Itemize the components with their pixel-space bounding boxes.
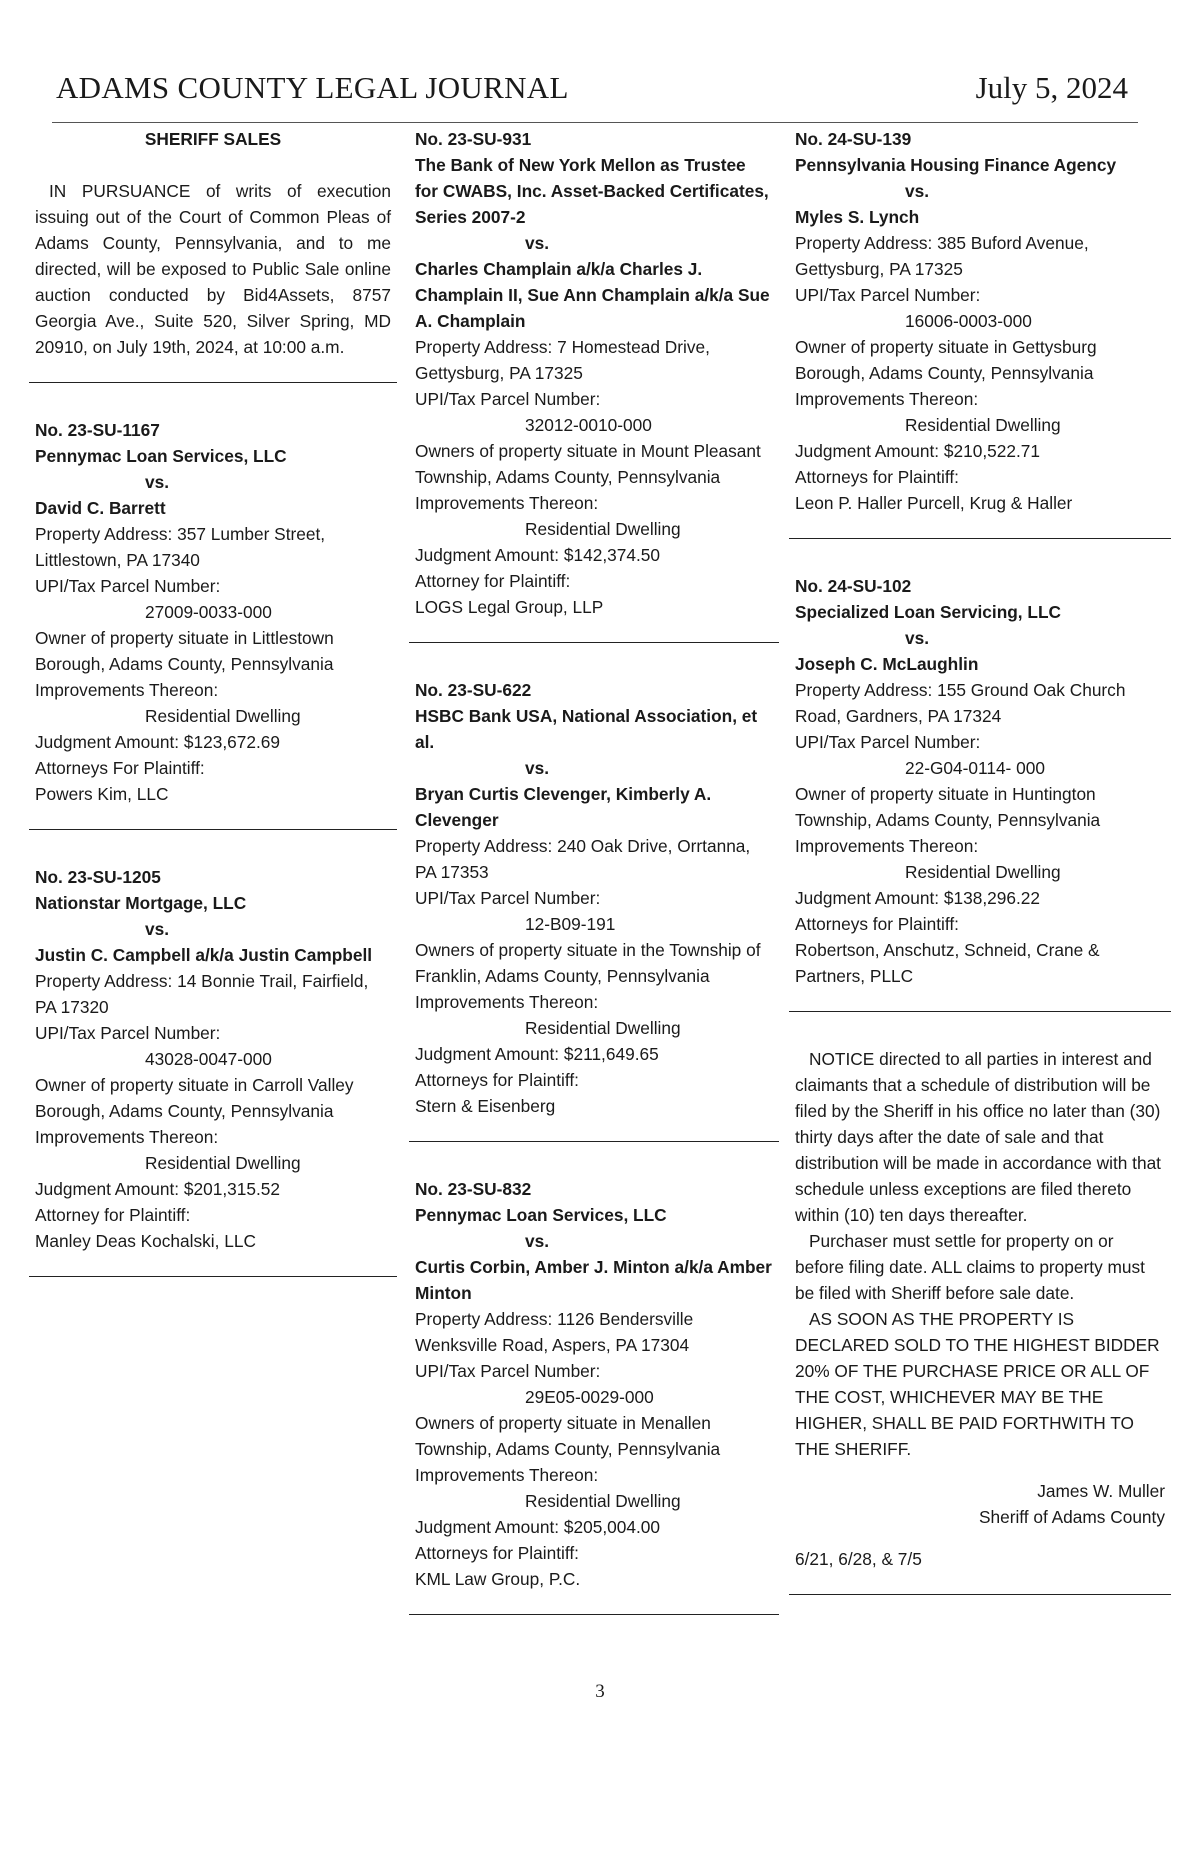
plaintiff: Pennymac Loan Services, LLC	[35, 446, 287, 466]
owner-text: Owner of property situate in Gettysburg Borough, Adams County, Pennsylvania	[795, 337, 1097, 383]
divider	[409, 642, 779, 643]
attorney-name: Robertson, Anschutz, Schneid, Crane & Partners, PLLC	[795, 940, 1100, 986]
improvements-value: Residential Dwelling	[145, 1153, 301, 1173]
divider	[409, 1141, 779, 1142]
property-address: Property Address: 240 Oak Drive, Orrtanna, PA 17353	[415, 836, 751, 882]
case-entry	[35, 864, 391, 1254]
notice-block	[795, 1046, 1165, 1572]
defendant: Charles Champlain a/k/a Charles J. Champlain II, Sue Ann Champlain a/k/a Sue A. Champlain	[415, 259, 770, 331]
attorney-label: Attorneys For Plaintiff:	[35, 758, 205, 778]
improvements-label: Improvements Thereon:	[415, 992, 599, 1012]
versus: vs.	[145, 919, 170, 939]
divider	[789, 1594, 1171, 1595]
signer-title: Sheriff of Adams County	[978, 1507, 1165, 1527]
owner-text: Owner of property situate in Huntington Township, Adams County, Pennsylvania	[795, 784, 1101, 830]
notice-paragraph: AS SOON AS THE PROPERTY IS DECLARED SOLD TO THE HIGHEST BIDDER 20% OF THE PURCHASE PRICE OR ALL OF THE COST, WHICHEVER MAY BE THE HIGHER, SHALL BE PAID FORTHWITH TO THE SHERIFF.	[795, 1309, 1160, 1459]
issue-date: July 5, 2024	[975, 70, 1128, 105]
improvements-value: Residential Dwelling	[145, 706, 301, 726]
improvements-value: Residential Dwelling	[905, 415, 1061, 435]
case-entry	[35, 417, 391, 807]
improvements-label: Improvements Thereon:	[415, 493, 599, 513]
owner-text: Owners of property situate in Menallen Township, Adams County, Pennsylvania	[415, 1413, 721, 1459]
case-number: No. 23-SU-1167	[35, 420, 160, 440]
sheriff-sales-intro	[35, 126, 391, 360]
parcel-label: UPI/Tax Parcel Number:	[35, 1023, 221, 1043]
attorney-name: KML Law Group, P.C.	[415, 1569, 581, 1589]
attorney-name: Manley Deas Kochalski, LLC	[35, 1231, 256, 1251]
defendant: Bryan Curtis Clevenger, Kimberly A. Clevenger	[415, 784, 712, 830]
attorney-name: LOGS Legal Group, LLP	[415, 597, 604, 617]
improvements-label: Improvements Thereon:	[795, 389, 979, 409]
plaintiff: Pennsylvania Housing Finance Agency	[795, 155, 1117, 175]
case-number: No. 24-SU-102	[795, 576, 912, 596]
case-number: No. 23-SU-832	[415, 1179, 532, 1199]
attorney-label: Attorney for Plaintiff:	[35, 1205, 191, 1225]
improvements-value: Residential Dwelling	[525, 1018, 681, 1038]
case-number: No. 24-SU-139	[795, 129, 912, 149]
plaintiff: The Bank of New York Mellon as Trustee for CWABS, Inc. Asset-Backed Certificates, Series 2007-2	[415, 155, 769, 227]
plaintiff: Specialized Loan Servicing, LLC	[795, 602, 1062, 622]
intro-paragraph: IN PURSUANCE of writs of execution issuing out of the Court of Common Pleas of Adams County, Pennsylvania, and to me directed, will be exposed to Public Sale online auction conducted by Bid4Assets, 8757 Georgia Ave., Suite 520, Silver Spring, MD 20910, on July 19th, 2024, at 10:00 a.m.	[35, 181, 391, 357]
versus: vs.	[525, 1231, 550, 1251]
case-number: No. 23-SU-622	[415, 680, 532, 700]
page-header	[52, 62, 1138, 123]
page-number: 3	[595, 1681, 605, 1702]
signer-name: James W. Muller	[1037, 1481, 1165, 1501]
parcel-number: 22-G04-0114- 000	[905, 758, 1045, 778]
column-1	[35, 126, 391, 1311]
attorney-label: Attorneys for Plaintiff:	[415, 1070, 579, 1090]
case-number: No. 23-SU-1205	[35, 867, 161, 887]
judgment-amount: Judgment Amount: $211,649.65	[415, 1044, 659, 1064]
parcel-label: UPI/Tax Parcel Number:	[415, 389, 601, 409]
divider	[29, 1276, 397, 1277]
versus: vs.	[525, 758, 550, 778]
attorney-label: Attorneys for Plaintiff:	[795, 467, 959, 487]
parcel-label: UPI/Tax Parcel Number:	[795, 732, 981, 752]
defendant: Joseph C. McLaughlin	[795, 654, 979, 674]
parcel-number: 27009-0033-000	[145, 602, 272, 622]
case-entry	[795, 573, 1165, 989]
property-address: Property Address: 7 Homestead Drive, Gettysburg, PA 17325	[415, 337, 710, 383]
improvements-label: Improvements Thereon:	[795, 836, 979, 856]
defendant: David C. Barrett	[35, 498, 166, 518]
attorney-label: Attorneys for Plaintiff:	[795, 914, 959, 934]
case-entry	[795, 126, 1165, 516]
case-number: No. 23-SU-931	[415, 129, 532, 149]
parcel-label: UPI/Tax Parcel Number:	[415, 1361, 601, 1381]
column-3	[795, 126, 1165, 1629]
defendant: Myles S. Lynch	[795, 207, 920, 227]
notice-paragraph: Purchaser must settle for property on or before filing date. ALL claims to property must be filed with Sheriff before sale date.	[795, 1231, 1145, 1303]
judgment-amount: Judgment Amount: $210,522.71	[795, 441, 1041, 461]
property-address: Property Address: 14 Bonnie Trail, Fairfield, PA 17320	[35, 971, 369, 1017]
versus: vs.	[905, 181, 930, 201]
judgment-amount: Judgment Amount: $123,672.69	[35, 732, 281, 752]
versus: vs.	[905, 628, 930, 648]
property-address: Property Address: 385 Buford Avenue, Gettysburg, PA 17325	[795, 233, 1089, 279]
improvements-label: Improvements Thereon:	[415, 1465, 599, 1485]
parcel-label: UPI/Tax Parcel Number:	[795, 285, 981, 305]
journal-title: ADAMS COUNTY LEGAL JOURNAL	[56, 70, 569, 105]
owner-text: Owner of property situate in Carroll Valley Borough, Adams County, Pennsylvania	[35, 1075, 354, 1121]
judgment-amount: Judgment Amount: $201,315.52	[35, 1179, 281, 1199]
plaintiff: Pennymac Loan Services, LLC	[415, 1205, 667, 1225]
parcel-label: UPI/Tax Parcel Number:	[415, 888, 601, 908]
divider	[29, 382, 397, 383]
judgment-amount: Judgment Amount: $142,374.50	[415, 545, 661, 565]
divider	[789, 1011, 1171, 1012]
judgment-amount: Judgment Amount: $205,004.00	[415, 1517, 661, 1537]
attorney-name: Stern & Eisenberg	[415, 1096, 556, 1116]
divider	[409, 1614, 779, 1615]
parcel-number: 12-B09-191	[525, 914, 616, 934]
parcel-number: 16006-0003-000	[905, 311, 1032, 331]
column-2	[415, 126, 773, 1649]
improvements-label: Improvements Thereon:	[35, 680, 219, 700]
improvements-value: Residential Dwelling	[905, 862, 1061, 882]
improvements-value: Residential Dwelling	[525, 1491, 681, 1511]
owner-text: Owners of property situate in the Township of Franklin, Adams County, Pennsylvania	[415, 940, 761, 986]
plaintiff: Nationstar Mortgage, LLC	[35, 893, 247, 913]
parcel-number: 43028-0047-000	[145, 1049, 272, 1069]
defendant: Curtis Corbin, Amber J. Minton a/k/a Amber Minton	[415, 1257, 772, 1303]
parcel-label: UPI/Tax Parcel Number:	[35, 576, 221, 596]
versus: vs.	[525, 233, 550, 253]
publication-dates: 6/21, 6/28, & 7/5	[795, 1549, 922, 1569]
attorney-name: Powers Kim, LLC	[35, 784, 169, 804]
improvements-label: Improvements Thereon:	[35, 1127, 219, 1147]
property-address: Property Address: 1126 Bendersville Wenksville Road, Aspers, PA 17304	[415, 1309, 694, 1355]
improvements-value: Residential Dwelling	[525, 519, 681, 539]
defendant: Justin C. Campbell a/k/a Justin Campbell	[35, 945, 373, 965]
parcel-number: 32012-0010-000	[525, 415, 652, 435]
divider	[789, 538, 1171, 539]
attorney-label: Attorney for Plaintiff:	[415, 571, 571, 591]
property-address: Property Address: 357 Lumber Street, Littlestown, PA 17340	[35, 524, 326, 570]
case-entry	[415, 126, 773, 620]
plaintiff: HSBC Bank USA, National Association, et al.	[415, 706, 758, 752]
owner-text: Owners of property situate in Mount Pleasant Township, Adams County, Pennsylvania	[415, 441, 761, 487]
attorney-name: Leon P. Haller Purcell, Krug & Haller	[795, 493, 1073, 513]
divider	[29, 829, 397, 830]
property-address: Property Address: 155 Ground Oak Church Road, Gardners, PA 17324	[795, 680, 1126, 726]
case-entry	[415, 1176, 773, 1592]
attorney-label: Attorneys for Plaintiff:	[415, 1543, 579, 1563]
parcel-number: 29E05-0029-000	[525, 1387, 654, 1407]
judgment-amount: Judgment Amount: $138,296.22	[795, 888, 1041, 908]
section-heading: SHERIFF SALES	[144, 129, 282, 149]
case-entry	[415, 677, 773, 1119]
versus: vs.	[145, 472, 170, 492]
owner-text: Owner of property situate in Littlestown Borough, Adams County, Pennsylvania	[35, 628, 334, 674]
notice-paragraph: NOTICE directed to all parties in interest and claimants that a schedule of distribution will be filed by the Sheriff in his office no later than (30) thirty days after the date of sale and that distribution will be made in accordance with that schedule unless exceptions are filed thereto within (10) ten days thereafter.	[795, 1049, 1161, 1225]
